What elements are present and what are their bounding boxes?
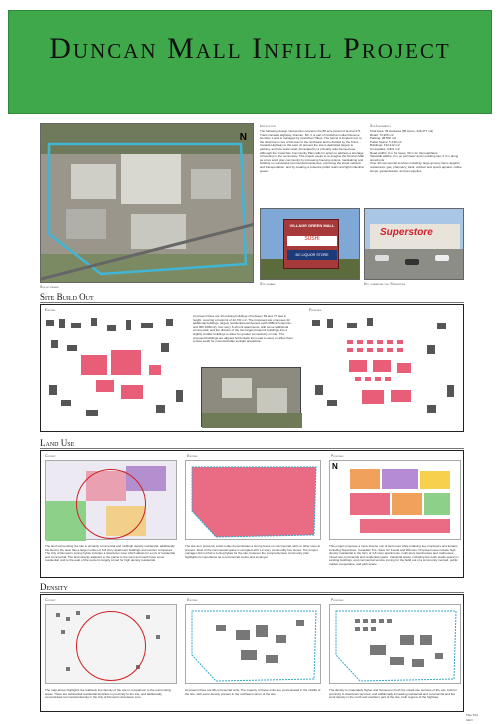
density-context-label: Context (45, 598, 56, 602)
land-use-context-label: Context (45, 454, 56, 458)
land-use-context-map (45, 460, 177, 540)
land-use-proposed-map (329, 460, 461, 540)
build-out-proposed-label: Proposed (309, 308, 322, 312)
build-out-text: At present there are 19 existing buildings of between 69 and 77 feet in height, covering a footprint of 42,721 m2. The proposed site proposes 42 additional buildings, largely residential townhouses (with 288m2 footprints, and 905 1000m2), four-story 6-10 unit apartments, with some additional commercial; and the division of the two largest footprint buildings into 4 slightly smaller buildings to allow for greater connectivity on site. The proposed buildings are aligned horizontally from east to west, to allow them to face south for most desirable sunlight acquisition. (193, 315, 293, 344)
density-context-map (45, 604, 177, 684)
land-use-proposed-text: This project proposes a more diverse mix of land uses while retaining key employers and tenants including Superstore, Canadian Tire, Save On Foods and Winners. Proposed uses include high density residential in the form of 4-6 story apartments, multi-story townhouses and rowhouses, mixed-use commercial and residential space. Industrial space, including live work studio space) in existing buildings, and commercial service zoning for the build out of a community centred, public market cooperative, and park space. (329, 545, 459, 566)
land-use-existing-label: Existing (187, 454, 198, 458)
north-arrow-icon: N (239, 132, 247, 143)
store-facade (370, 224, 460, 249)
site-info-item: Parking: 38,500 m2 (370, 136, 397, 141)
site-info-item: Public Space: 5,130 m2 (370, 139, 402, 144)
sign-line-3: BC LIQUOR STORE (287, 250, 337, 260)
sign-photo-label: Site signage (260, 282, 276, 286)
superstore-photo (364, 208, 464, 280)
car (375, 255, 389, 261)
divider (40, 302, 464, 303)
density-existing-label: Existing (187, 598, 198, 602)
store-sign: Superstore (380, 227, 433, 238)
divider (40, 592, 464, 593)
intro-paragraph: The following design intervention concerns the 88 acre parcel of land at 271 Trans Canada Highway, Duncan, BC. It is part of Cowichan Indian Reserve Number 1 and is managed by Cowichan Tribes. The parcel is located next to the downtown core of Duncan to the northwest and is divided by the Trans Canada Highway to the east. At present the site is dedicated largely to parking, and low scale retail; dominated by a primarily auto-focused use. Although the Cowichan Community Plan calls for action to address a shortage of housing in the community. This project seeks to re-imagine the Duncan Mall as a live work play community by increasing housing options, maintaining and building on successful commercial businesses, improving the street network and transportation, and by creating a cohesive public realm and light industrial space. (260, 130, 364, 173)
site-info-item: Buildings: 133,412 m2 (370, 143, 400, 148)
density-existing-map (185, 604, 321, 684)
existing-density-outline (186, 605, 322, 685)
site-info-item: Sidewalk widths: 3 m on perimeter and in parking lots, 0.3 m along storefronts (370, 154, 459, 162)
sign-line-2: SUSHI (287, 236, 337, 246)
superstore-photo-label: Key commercial use: Superstore (364, 282, 406, 286)
existing-land-use-shape (186, 461, 322, 541)
aerial-image (41, 124, 254, 283)
page-number: Plan 544 (466, 713, 478, 717)
proposed-buildout-map (307, 315, 463, 427)
site-info-heading: Site Information (370, 124, 391, 128)
density-title: Density (40, 582, 68, 592)
density-proposed-map (329, 604, 461, 684)
car (435, 255, 449, 261)
car (405, 259, 419, 265)
sign-photo (260, 208, 360, 280)
land-use-title: Land Use (40, 438, 75, 448)
build-out-panel (40, 304, 464, 432)
sign-board (283, 219, 339, 269)
land-use-existing-map (185, 460, 321, 540)
site-info-item: Total Area: 35 Hectares (86 Acres, 349,377 m2) (370, 130, 434, 133)
north-arrow-icon: N (332, 462, 338, 471)
density-panel (40, 594, 464, 712)
aerial-photo (40, 123, 254, 283)
aerial-photo-label: Site at present (40, 285, 60, 289)
density-existing-text: At present there are 98 commercial units. The majority of these units are concentrated in the middle of the site, with some density present in the northeast corner of the site. (185, 689, 321, 696)
existing-buildout-map (41, 315, 191, 425)
site-info-item: Crosswalks: 3,821 m2 (370, 146, 400, 151)
page-title: Duncan Mall Infill Project (49, 32, 451, 65)
land-use-context-text: The land surrounding the site is primarily commercial and mid/high density residential, additionally the land to the west has a large number of 6-8 story apartment buildings and seniors complexes. The City of Duncan's zoning bylaw includes a downtown zone which allows for a mix of residential and commercial. The land directly adjacent to the parcel to the west and south have some residential, and to the east of the parcel is largely zoned for high density residential. (45, 545, 175, 563)
site-info-item: Retail: 73,395 m2 (370, 132, 394, 137)
build-out-existing-label: Existing (45, 308, 56, 312)
site-info-item: Road widths: 9 m for lanes, 30 m for thoroughfares (370, 150, 438, 155)
proposed-density-outline (330, 605, 462, 685)
density-proposed-text: The density is moderately higher and focused on both the mixed-use portions of the site, built for proximity to downtown services; and additionally increasing residential and commercial and live work density in the north and southern part of the site, both regions of the highway. (329, 689, 457, 700)
site-info-item: Over 30 commercial services including: large grocery items apparel, restaurants, gas, pharmacy, bank, outdoor and sports apparel, coffee shops, gardenstands, and pet supplies (370, 161, 462, 173)
buildout-aerial-thumbnail (201, 367, 301, 427)
density-context-text: The map above highlights the relatively low density of the site in comparison to the surrounding areas. There are substantial residential densities in proximity to the site, and additionally concentrated commercial density in the City of Duncan's downtown core. (45, 689, 172, 700)
build-out-title: Site Build Out (40, 292, 94, 302)
land-use-proposed-label: Proposed (331, 454, 344, 458)
land-use-existing-text: The site as it presently exists today demonstrates a strong focus on commercial, with no other uses at present. Most of the commercial space is occupied with 1-2 story commodity box stores. The project manager did not find a zoning bylaw for the site, however the comprehensive community plan highlights its importance as a commercial centre and employer. (185, 545, 321, 559)
land-use-panel (40, 450, 464, 578)
page-code: GEO (466, 718, 473, 722)
intro-heading: Introduction (260, 124, 276, 128)
density-proposed-label: Proposed (331, 598, 344, 602)
divider (40, 448, 464, 449)
sign-line-1: VILLAGE GREEN MALL (289, 223, 335, 228)
site-info-list (370, 130, 466, 206)
